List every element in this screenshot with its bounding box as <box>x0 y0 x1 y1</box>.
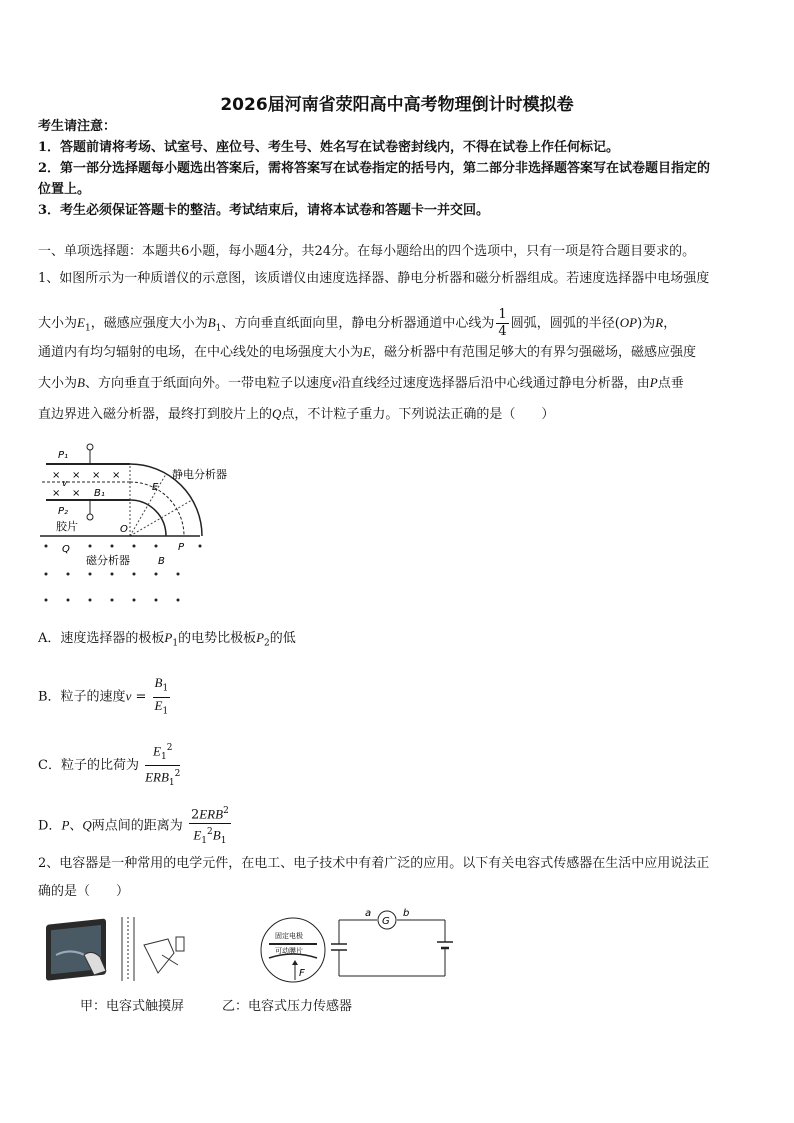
option-b[interactable]: B．粒子的速度v = $\frac{B_1}{E_1}$ <box>38 675 169 717</box>
analyzer-inner-arc <box>130 500 166 536</box>
option-c[interactable]: C．粒子的比荷为 $\frac{E_1^2}{ERB_1^2}$ <box>38 740 182 791</box>
q1-line: 直边界进入磁分析器，最终打到胶片上的Q点，不计粒子重力。下列说法正确的是（ ） <box>38 406 555 422</box>
label-e: E <box>152 482 159 493</box>
page-title: 2026届河南省荥阳高中高考物理倒计时模拟卷 <box>220 95 574 115</box>
label-film: 胶片 <box>56 520 78 533</box>
cross-mark: × <box>92 470 101 481</box>
q1-line: 1、如图所示为一种质谱仪的示意图，该质谱仪由速度选择器、静电分析器和磁分析器组成。若速度选择器中电场强度 <box>38 271 710 286</box>
option-d[interactable]: D．P、Q两点间的距离为 $\frac{2ERB^2}{E_1^2B_1}$ <box>38 803 233 849</box>
label-o: O <box>120 524 128 535</box>
figure-caption-a: 甲：电容式触摸屏 <box>80 999 185 1014</box>
notice-item: 1．答题前请将考场、试室号、座位号、考生号、姓名写在试卷密封线内，不得在试卷上作任何标记。 <box>38 140 620 155</box>
pressure-sensor-figure <box>255 908 455 988</box>
label-a: a <box>365 908 372 919</box>
notice-item: 3．考生必须保证答题卡的整洁。考试结束后，请将本试卷和答题卡一并交回。 <box>38 203 490 218</box>
touch-screen-figure <box>44 915 194 990</box>
q2-line: 2、电容器是一种常用的电学元件，在电工、电子技术中有着广泛的应用。以下有关电容式传感器在生活中应用说法正 <box>38 856 710 871</box>
q1-line: 通道内有均匀辐射的电场，在中心线处的电场强度大小为E，磁分析器中有范围足够大的有界匀强磁场，磁感应强度 <box>38 344 696 360</box>
label-v: v <box>62 479 68 489</box>
cross-mark: × <box>112 470 121 481</box>
hand-outline <box>144 939 174 973</box>
q1-line: 大小为B、方向垂直于纸面向外。一带电粒子以速度v沿直线经过速度选择器后沿中心线通过静电分析器，由P点垂 <box>38 375 684 391</box>
q2-line: 确的是（ ） <box>38 884 130 899</box>
label-g: G <box>382 916 390 927</box>
cross-mark: × <box>72 488 81 499</box>
cross-mark: × <box>72 470 81 481</box>
label-magnetic-analyzer: 磁分析器 <box>86 554 130 567</box>
label-b: b <box>403 908 410 919</box>
label-b1: B₁ <box>94 488 105 499</box>
label-f: F <box>299 968 305 979</box>
label-movable-membrane: 可动膜片 <box>275 947 303 955</box>
notice-item: 位置上。 <box>38 182 91 197</box>
q1-line: 大小为$E_1$，磁感应强度大小为$B_1$、方向垂直纸面向里，静电分析器通道中心线为 $\frac{1}{4}$ 圆弧，圆弧的半径(OP)为R， <box>38 307 677 339</box>
quarter-fraction: $\frac{1}{4}$ <box>498 307 507 339</box>
label-p2: P₂ <box>58 506 69 517</box>
label-electrostatic-analyzer: 静电分析器 <box>172 468 227 481</box>
notice-item: 2．第一部分选择题每小题选出答案后，需将答案写在试卷指定的括号内，第二部分非选择题答案写在试卷题目指定的 <box>38 161 711 176</box>
label-p: P <box>178 542 185 553</box>
notice-heading: 考生请注意： <box>38 119 117 134</box>
mass-spectrometer-diagram <box>38 440 258 610</box>
section-heading: 一、单项选择题：本题共6小题，每小题4分，共24分。在每小题给出的四个选项中，只有一项是符合题目要求的。 <box>38 244 696 259</box>
label-p1: P₁ <box>58 450 69 461</box>
option-a[interactable]: A．速度选择器的极板$P_1$的电势比极板$P_2$的低 <box>38 630 296 649</box>
label-q: Q <box>62 544 70 555</box>
cross-mark: × <box>52 488 61 499</box>
figure-caption-b: 乙：电容式压力传感器 <box>222 999 353 1014</box>
label-b: B <box>158 556 165 567</box>
label-fixed-electrode: 固定电极 <box>275 932 303 940</box>
cross-mark: × <box>52 470 61 481</box>
